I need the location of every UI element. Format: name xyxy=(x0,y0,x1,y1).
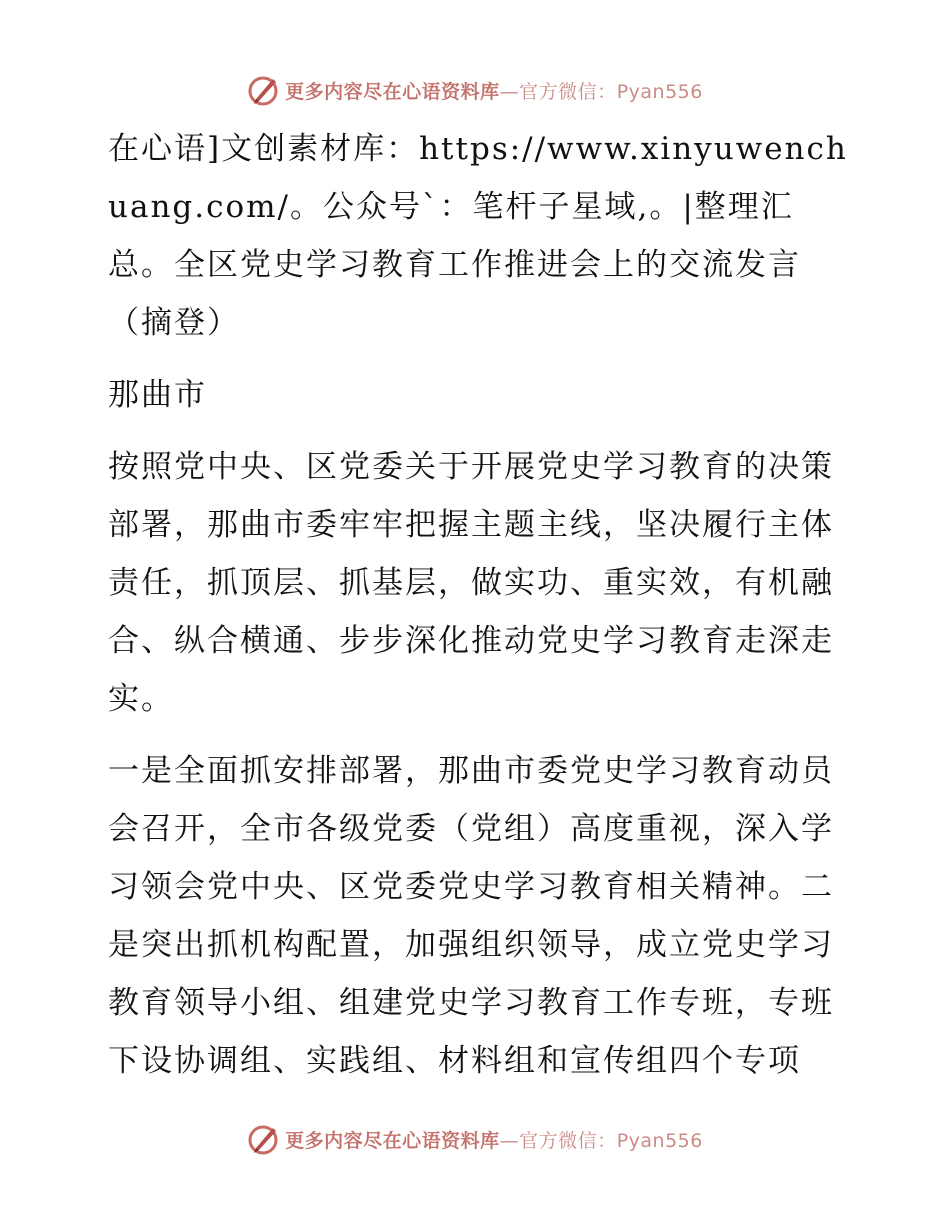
watermark-separator: — xyxy=(499,1129,520,1152)
intro-paragraph: 在心语]文创素材库：https://www.xinyuwenchuang.com/。公众号`：笔杆子星域,。|整理汇总。全区党史学习教育工作推进会上的交流发言（摘登） xyxy=(108,131,848,341)
watermark-wechat-id: Pyan556 xyxy=(616,80,703,103)
header-watermark xyxy=(0,70,950,110)
pen-logo-icon xyxy=(247,73,281,107)
body-paragraph-1: 按照党中央、区党委关于开展党史学习教育的决策部署，那曲市委牢牢把握主题主线，坚决履行主体责任，抓顶层、抓基层，做实功、重实效，有机融合、纵合横通、步步深化推动党史学习教育走深走实。 xyxy=(108,449,834,717)
watermark-separator: — xyxy=(499,80,520,103)
document-body xyxy=(98,120,850,1090)
watermark-wechat-label: 官方微信： xyxy=(519,80,617,103)
watermark-main-text: 更多内容尽在心语资料库 xyxy=(285,80,500,103)
watermark-wechat-label: 官方微信： xyxy=(519,1129,617,1152)
watermark-main-text: 更多内容尽在心语资料库 xyxy=(285,1129,500,1152)
body-paragraph-2: 一是全面抓安排部署，那曲市委党史学习教育动员会召开，全市各级党委（党组）高度重视，深入学习领会党中央、区党委党史学习教育相关精神。二是突出抓机构配置，加强组织领导，成立党史学习教育领导小组、组建党史学习教育工作专班，专班下设协调组、实践组、材料组和宣传组四个专项 xyxy=(108,753,834,1079)
author-line: 那曲市 xyxy=(108,377,207,413)
pen-logo-icon xyxy=(247,1122,281,1156)
watermark-wechat-id: Pyan556 xyxy=(616,1129,703,1152)
footer-watermark xyxy=(0,1119,950,1159)
